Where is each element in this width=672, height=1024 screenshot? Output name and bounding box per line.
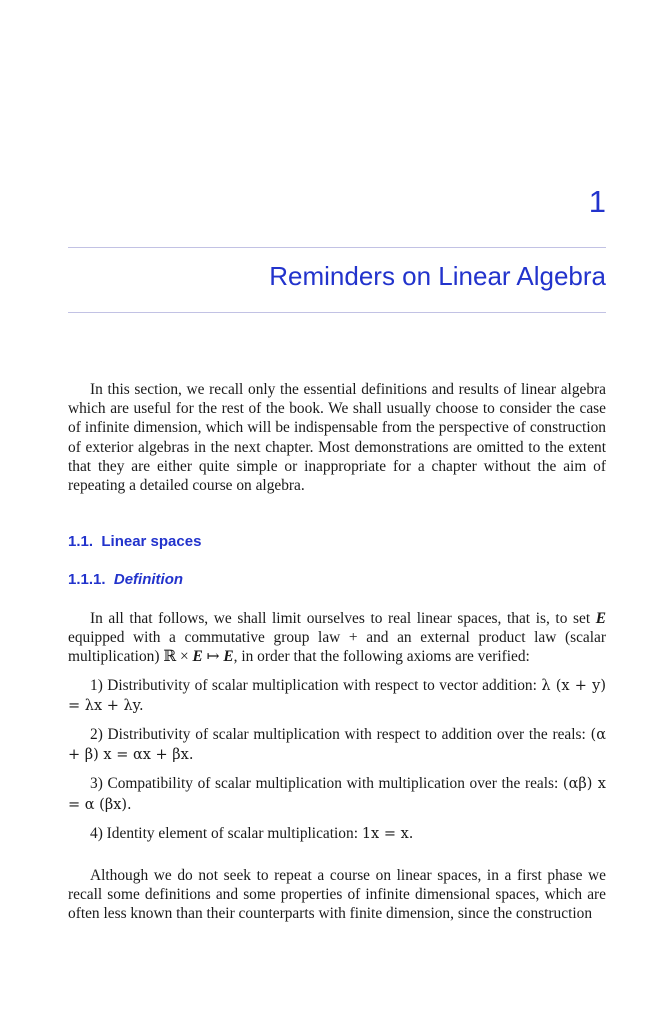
axiom-2: [68, 725, 606, 765]
intro-paragraph: In this section, we recall only the essential definitions and results of linear algebra which are useful for the rest of the book. We shall usually choose to consider the case of infinite dimension, which will be indispensable from the perspective of construction of exterior algebras in the next chapter. Most demonstrations are omitted to the extent that they are either quite simple or inappropriate for a chapter without the aim of repeating a detailed course on algebra.: [68, 381, 606, 495]
axiom-formula: (αβ) x = α (βx).: [68, 776, 606, 813]
axiom-label: 3) Compatibility of scalar multiplication with multiplication over the reals:: [90, 775, 559, 793]
subsection-heading: [68, 571, 183, 588]
closing-text: [68, 866, 606, 924]
axiom-3: [68, 774, 606, 814]
definition-text-part2: equipped with a commutative group law + and an external product law (scalar multiplication) ℝ ×: [68, 629, 606, 666]
axiom-formula: (α + β) x = αx + βx.: [68, 727, 606, 764]
axiom-formula: λ (x + y) = λx + λy.: [68, 677, 606, 714]
section-title: Linear spaces: [101, 533, 202, 550]
axiom-label: 4) Identity element of scalar multiplication:: [90, 824, 358, 842]
closing-paragraph: Although we do not seek to repeat a course on linear spaces, in a first phase we recall some definitions and some properties of infinite dimensional spaces, which are often less known than their counterparts with finite dimension, since the construction: [68, 867, 606, 923]
definition-text-part1: In all that follows, we shall limit ourselves to real linear spaces, that is, to set: [90, 610, 596, 627]
maps-to-arrow: ↦: [202, 648, 224, 666]
axiom-1: [68, 676, 606, 716]
axiom-label: 2) Distributivity of scalar multiplication with respect to addition over the reals:: [90, 726, 586, 744]
section-number: 1.1.: [68, 533, 94, 550]
set-E: E: [223, 648, 234, 666]
intro-text: [68, 380, 606, 495]
chapter-number: 1: [588, 184, 606, 219]
axiom-label: 1) Distributivity of scalar multiplication with respect to vector addition:: [90, 676, 537, 694]
set-E: E: [595, 610, 606, 627]
bottom-rule: [68, 312, 606, 313]
axiom-formula: 1x = x.: [361, 825, 414, 842]
set-E: E: [192, 648, 203, 666]
definition-paragraph: [68, 609, 606, 667]
top-rule: [68, 247, 606, 248]
definition-text: [68, 609, 606, 844]
chapter-title: Reminders on Linear Algebra: [269, 261, 606, 291]
axiom-4: [68, 824, 606, 844]
subsection-number: 1.1.1.: [68, 571, 106, 588]
definition-text-part3: , in order that the following axioms are verified:: [233, 648, 530, 666]
subsection-title: Definition: [113, 571, 184, 588]
section-heading: [68, 533, 201, 550]
